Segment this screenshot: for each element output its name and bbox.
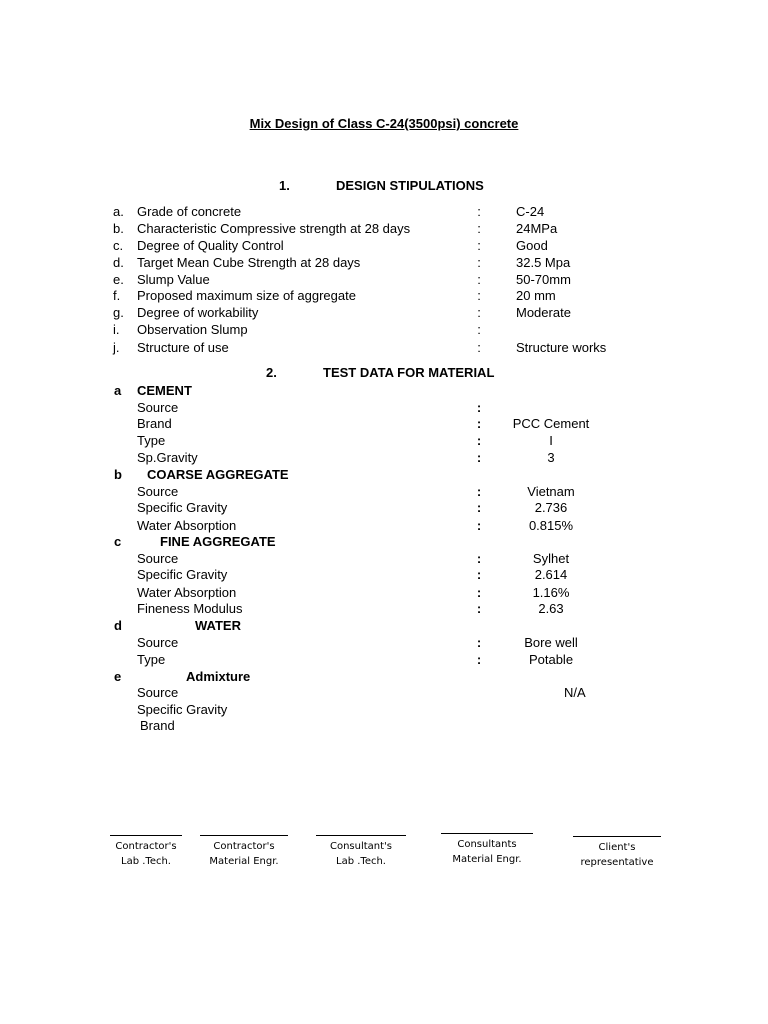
row-colon: : — [476, 500, 482, 515]
row-value: Structure works — [516, 340, 607, 355]
row-colon: : — [476, 450, 482, 465]
row-value: 2.614 — [534, 567, 568, 582]
row-value: 1.16% — [532, 585, 570, 600]
row-label: Fineness Modulus — [137, 601, 243, 616]
row-marker: c. — [113, 238, 124, 253]
row-label: Source — [137, 685, 179, 700]
row-colon: : — [477, 288, 481, 303]
row-colon: : — [477, 238, 481, 253]
row-value: 2.63 — [538, 601, 564, 616]
signature-title: representative — [580, 857, 654, 868]
row-marker: j. — [113, 340, 120, 355]
signature-line — [441, 833, 533, 834]
group-heading: FINE AGGREGATE — [160, 534, 276, 549]
row-label: Slump Value — [137, 272, 210, 287]
row-colon: : — [477, 204, 481, 219]
group-heading: COARSE AGGREGATE — [147, 467, 289, 482]
signature-title: Material Engr. — [209, 856, 279, 867]
group-marker: b — [114, 467, 122, 482]
row-colon: : — [477, 322, 481, 337]
row-label: Source — [137, 400, 179, 415]
row-label: Proposed maximum size of aggregate — [137, 288, 356, 303]
signature-consultant-material-engr — [441, 833, 533, 867]
signature-line — [110, 835, 182, 836]
signature-consultant-lab-tech — [316, 835, 406, 869]
row-label: Target Mean Cube Strength at 28 days — [137, 255, 361, 270]
signature-contractor-material-engr — [200, 835, 288, 869]
row-value: Moderate — [516, 305, 571, 320]
row-colon: : — [477, 255, 481, 270]
row-value: N/A — [564, 685, 586, 700]
signature-client-representative — [573, 836, 661, 870]
row-colon: : — [476, 433, 482, 448]
signature-role: Client's — [598, 842, 636, 853]
signature-line — [316, 835, 406, 836]
signature-role: Contractor's — [213, 841, 275, 852]
row-value: 20 mm — [516, 288, 556, 303]
signature-title: Lab .Tech. — [121, 856, 171, 867]
signature-line — [573, 836, 661, 837]
row-colon: : — [476, 518, 482, 533]
row-colon: : — [476, 416, 482, 431]
signature-line — [200, 835, 288, 836]
signature-title: Material Engr. — [452, 854, 522, 865]
signature-contractor-lab-tech — [110, 835, 182, 869]
row-label: Source — [137, 551, 179, 566]
group-heading: WATER — [195, 618, 241, 633]
document-title: Mix Design of Class C-24(3500psi) concrete — [249, 116, 519, 131]
row-label: Structure of use — [137, 340, 229, 355]
row-value: 3 — [547, 450, 555, 465]
row-colon: : — [476, 567, 482, 582]
group-heading: CEMENT — [137, 383, 192, 398]
row-value: Potable — [528, 652, 574, 667]
row-label: Source — [137, 484, 179, 499]
row-value: Vietnam — [527, 484, 575, 499]
row-label: Degree of workability — [137, 305, 259, 320]
group-heading: Admixture — [186, 669, 251, 684]
row-value: 24MPa — [516, 221, 558, 236]
signature-title: Lab .Tech. — [336, 856, 386, 867]
row-label: Brand — [140, 718, 175, 733]
row-label: Type — [137, 652, 166, 667]
row-value: 0.815% — [528, 518, 574, 533]
group-marker: e — [114, 669, 122, 684]
row-label: Type — [137, 433, 166, 448]
signature-role: Contractor's — [115, 841, 177, 852]
signature-role: Consultant's — [329, 841, 393, 852]
row-value: PCC Cement — [512, 416, 590, 431]
group-marker: c — [114, 534, 122, 549]
row-value: Sylhet — [532, 551, 570, 566]
group-marker: d — [114, 618, 122, 633]
row-value: Good — [516, 238, 548, 253]
row-value: Bore well — [524, 635, 578, 650]
row-marker: g. — [113, 305, 124, 320]
row-colon: : — [477, 272, 481, 287]
row-value: C-24 — [516, 204, 545, 219]
row-label: Specific Gravity — [137, 500, 228, 515]
row-colon: : — [477, 305, 481, 320]
row-label: Degree of Quality Control — [137, 238, 284, 253]
row-label: Sp.Gravity — [137, 450, 198, 465]
row-colon: : — [476, 601, 482, 616]
row-label: Observation Slump — [137, 322, 248, 337]
group-marker: a — [114, 383, 122, 398]
row-colon: : — [476, 484, 482, 499]
row-colon: : — [476, 652, 482, 667]
section1-heading: DESIGN STIPULATIONS — [336, 178, 484, 193]
row-label: Water Absorption — [137, 518, 237, 533]
row-colon: : — [476, 551, 482, 566]
row-value: 50-70mm — [516, 272, 571, 287]
row-marker: d. — [113, 255, 124, 270]
row-marker: i. — [113, 322, 120, 337]
row-label: Characteristic Compressive strength at 28 days — [137, 221, 411, 236]
row-marker: f. — [113, 288, 121, 303]
row-colon: : — [477, 340, 481, 355]
row-value: 32.5 Mpa — [516, 255, 571, 270]
section2-number: 2. — [266, 365, 277, 380]
section2-heading: TEST DATA FOR MATERIAL — [323, 365, 495, 380]
row-colon: : — [476, 635, 482, 650]
section1-number: 1. — [279, 178, 290, 193]
row-marker: b. — [113, 221, 124, 236]
row-value: 2.736 — [534, 500, 568, 515]
row-value: I — [549, 433, 553, 448]
row-marker: a. — [113, 204, 124, 219]
row-colon: : — [477, 221, 481, 236]
row-marker: e. — [113, 272, 124, 287]
row-label: Specific Gravity — [137, 567, 228, 582]
signature-role: Consultants — [457, 839, 517, 850]
row-label: Specific Gravity — [137, 702, 228, 717]
row-label: Water Absorption — [137, 585, 237, 600]
row-label: Brand — [137, 416, 172, 431]
row-label: Source — [137, 635, 179, 650]
row-colon: : — [476, 585, 482, 600]
row-label: Grade of concrete — [137, 204, 242, 219]
row-colon: : — [476, 400, 482, 415]
